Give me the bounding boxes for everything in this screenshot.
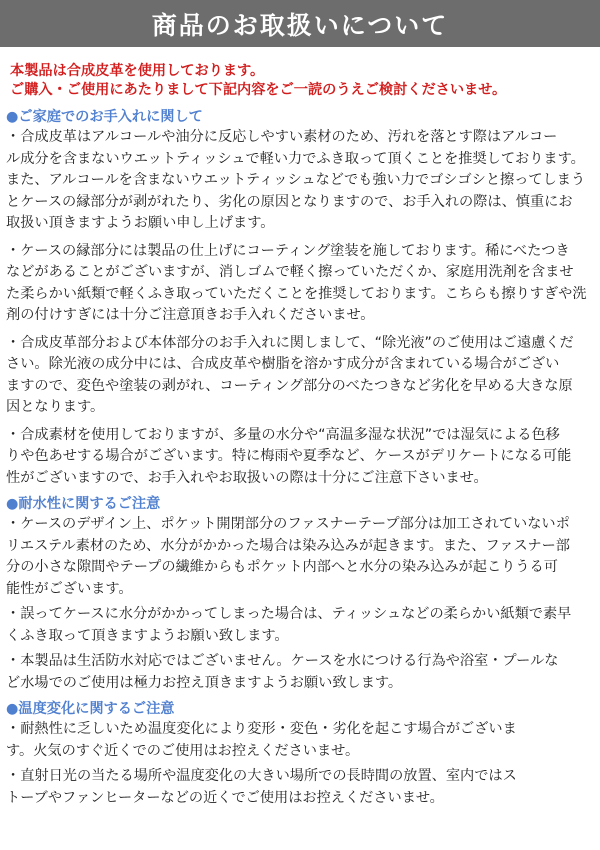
notice-line: 本製品は合成皮革を使用しております。 (10, 63, 265, 79)
paragraph-line: 取扱い頂きますようお願い申し上げます。 (6, 215, 275, 231)
paragraph-line: などがあることがございますが、消しゴムで軽く擦っていただくか、家庭用洗剤を含ませ (6, 264, 574, 280)
bullet-dot-icon: ● (6, 109, 19, 125)
paragraph (6, 241, 592, 327)
paragraph (6, 651, 592, 694)
paragraph-line: ・耐熱性に乏しいため温度変化により変形・変色・劣化を起こす場合がございま (6, 721, 517, 737)
paragraph-line: トーブやファンヒーターなどの近くでご使用はお控えくださいませ。 (6, 789, 444, 806)
notice-line: ご購入・ご使用にあたりまして下記内容をご一読のうえご検討くださいませ。 (10, 82, 507, 98)
paragraph (6, 127, 592, 235)
paragraph-line: ル成分を含まないウエットティッシュで軽い力でふき取って頂くことを推奨しております。 (6, 150, 585, 167)
section-title-text: 温度変化に関するご注意 (18, 701, 175, 717)
paragraph-line: ますので、変色や塗装の剥がれ、コーティング部分のべたつきなど劣化を早める大きな原 (6, 377, 573, 394)
paragraph-line: す。火気のすぐ近くでのご使用はお控えくださいませ。 (6, 742, 360, 759)
paragraph-line: 剤の付けすぎには十分ご注意頂きお手入れくださいませ。 (6, 307, 375, 323)
bullet-dot-icon: ● (6, 496, 19, 512)
paragraph-line: ・ケースのデザイン上、ポケット開閉部分のファスナーテープ部分は加工されていないポ (6, 516, 570, 532)
paragraph (6, 333, 592, 419)
paragraph-line: リエステル素材のため、水分がかかった場合は染み込みが起きます。また、ファスナー部 (6, 537, 570, 554)
paragraph (6, 604, 592, 647)
paragraph-line: とケースの縁部分が剥がれたり、劣化の原因となりますので、お手入れの際は、慎重にお (6, 193, 573, 210)
paragraph (6, 719, 592, 762)
paragraph-line: た柔らかい紙類で軽くふき取っていただくことを推奨しております。こちらも擦りすぎや洗 (6, 285, 587, 302)
paragraph (6, 514, 592, 600)
bullet-dot-icon: ● (6, 701, 19, 717)
paragraph-line: さい。除光液の成分中には、合成皮革や樹脂を溶かす成分が含まれている場合がござい (6, 356, 560, 372)
paragraph-line: くふき取って頂きますようお願い致します。 (6, 627, 289, 644)
paragraph-line: ・ケースの縁部分には製品の仕上げにコーティング塗装を施しております。稀にべたつき (6, 242, 570, 259)
paragraph-line: 因となります。 (6, 399, 105, 415)
content (6, 108, 592, 809)
paragraph-line: ・合成素材を使用しておりますが、多量の水分や“高温多湿な状況”では湿気による色移 (6, 426, 560, 443)
section-title-text: ご家庭でのお手入れに関して (18, 109, 203, 125)
paragraph-line: ・合成皮革はアルコールや油分に反応しやすい素材のため、汚れを落とす際はアルコー (6, 129, 558, 145)
paragraph (6, 425, 592, 490)
section-title-text: 耐水性に関するご注意 (18, 496, 161, 512)
section-title-temperature (6, 700, 592, 719)
page-title: 商品のお取扱いについて (151, 10, 449, 40)
section-title-home-care (6, 108, 592, 127)
paragraph-line: 性がございますので、お手入れやお取扱いの際は十分にご注意下さいませ。 (6, 469, 488, 486)
paragraph-line: りや色あせする場合がございます。特に梅雨や夏季など、ケースがデリケートになる可能 (6, 448, 572, 464)
paragraph (6, 766, 592, 809)
paragraph-line: ・誤ってケースに水分がかかってしまった場合は、ティッシュなどの柔らかい紙類で素早 (6, 606, 572, 622)
paragraph-line: ・直射日光の当たる場所や温度変化の大きい場所での長時間の放置、室内ではス (6, 768, 517, 784)
paragraph-line: ・本製品は生活防水対応ではございません。ケースを水につける行為や浴室・プールな (6, 653, 559, 669)
paragraph-line: 能性がございます。 (6, 580, 133, 597)
paragraph-line: 分の小さな隙間やテープの繊維からもポケット内部へと水分の染み込みが起こりうる可 (6, 559, 558, 575)
paragraph-line: ・合成皮革部分および本体部分のお手入れに関しまして、“除光液”のご使用はご遠慮くだ (6, 334, 574, 351)
section-title-water-resistance (6, 495, 592, 514)
paragraph-line: また、アルコールを含まないウエットティッシュなどでも強い力でゴシゴシと擦ってしまう (6, 172, 586, 188)
paragraph-line: ど水場でのご使用は極力お控え頂きますようお願い致します。 (6, 674, 403, 691)
page-header (0, 0, 600, 47)
notice-block (10, 62, 592, 100)
